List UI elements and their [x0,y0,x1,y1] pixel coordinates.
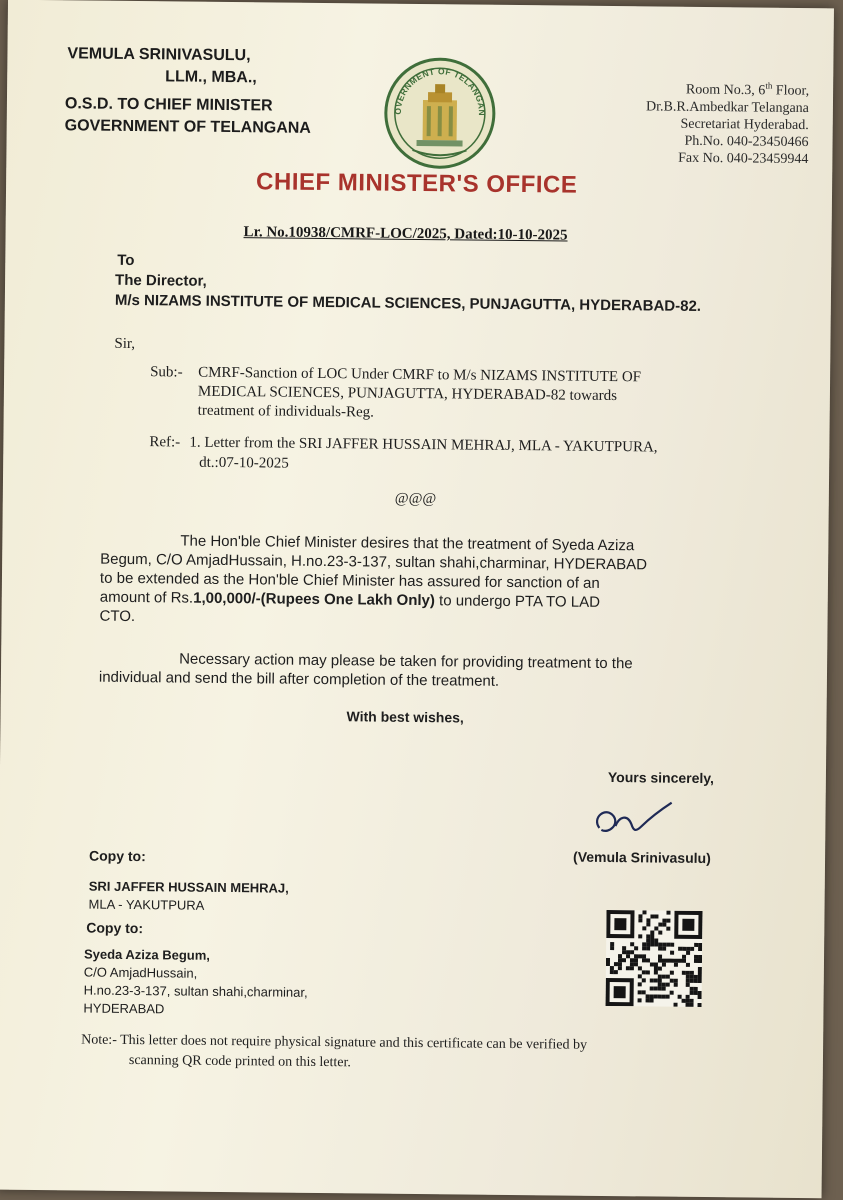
address-phone: Ph.No. 040-23450466 [684,133,809,150]
closing-wishes: With best wishes, [346,708,464,726]
qr-code-icon [606,910,703,1007]
emblem-seal-icon [382,56,497,171]
copy2-line-3: HYDERABAD [83,1000,165,1017]
emblem-text: GOVERNMENT OF TELANGANA [392,66,487,117]
p1-line-2: Begum, C/O AmjadHussain, H.no.23-3-137, sultan shahi,charminar, HYDERABAD [100,550,648,574]
sender-qualifications: LLM., MBA., [165,68,257,87]
sender-designation: O.S.D. TO CHIEF MINISTER [64,95,273,115]
copy1-detail: MLA - YAKUTPURA [88,896,205,913]
copy-heading-1: Copy to: [88,847,146,865]
copy2-line-1: C/O AmjadHussain, [83,964,198,981]
address-fax: Fax No. 040-23459944 [678,150,809,167]
address-line-3: Secretariat Hyderabad. [680,116,809,133]
p1-line-4: amount of Rs.1,00,000/-(Rupees One Lakh Only) to undergo PTA TO LAD [99,588,601,611]
subject-label: Sub:- [150,364,183,381]
telangana-emblem [382,56,497,171]
signatory-name: (Vemula Srinivasulu) [572,848,711,867]
note-line-2: scanning QR code printed on this letter. [128,1052,352,1071]
subject-line-3: treatment of individuals-Reg. [197,402,375,421]
copy2-name: Syeda Aziza Begum, [83,946,211,963]
p2-line-2: individual and send the bill after completion of the treatment. [98,668,500,690]
copy1-name: SRI JAFFER HUSSAIN MEHRAJ, [88,878,289,896]
signature-scribble-icon [587,792,718,847]
sanction-amount-words: (Rupees One Lakh Only) [260,590,435,610]
salutation: Sir, [114,335,136,353]
copy-heading-2: Copy to: [86,919,144,937]
subject-line-2: MEDICAL SCIENCES, PUNJAGUTTA, HYDERABAD-82 towards [197,383,618,405]
office-address [566,76,809,168]
p1-line-5: CTO. [99,607,136,626]
address-line-2: Dr.B.R.Ambedkar Telangana [646,99,810,116]
sender-name: VEMULA SRINIVASULU, [67,45,251,65]
reference-line-1: 1. Letter from the SRI JAFFER HUSSAIN MEHRAJ, MLA - YAKUTPURA, [189,434,658,456]
office-title: CHIEF MINISTER'S OFFICE [255,168,578,199]
to-label: To [117,251,135,270]
sanction-amount: 1,00,000/- [193,589,261,608]
body-paragraph-2 [99,649,739,694]
letter-reference-number: Lr. No.10938/CMRF-LOC/2025, Dated:10-10-2025 [243,224,568,244]
copy2-line-2: H.no.23-3-137, sultan shahi,charminar, [83,982,308,1000]
address-line-1: Room No.3, 6th Floor, [685,80,810,99]
recipient-institution: M/s NIZAMS INSTITUTE OF MEDICAL SCIENCES, PUNJAGUTTA, HYDERABAD-82. [114,291,702,315]
separator: @@@ [394,490,437,508]
signature [587,792,718,847]
yours-sincerely: Yours sincerely, [607,769,715,787]
p1-line-1: The Hon'ble Chief Minister desires that the treatment of Syeda Aziza [180,532,635,555]
verification-qr-code[interactable] [606,910,703,1007]
subject-line-1: CMRF-Sanction of LOC Under CMRF to M/s NIZAMS INSTITUTE OF [198,364,642,386]
note-line-1: Note:- This letter does not require physical signature and this certificate can be verified by [81,1032,588,1053]
reference-label: Ref:- [149,434,181,451]
p1-line-3: to be extended as the Hon'ble Chief Minister has assured for sanction of an [99,569,600,592]
reference-line-2: dt.:07-10-2025 [199,454,289,472]
body-paragraph-1 [99,531,740,633]
recipient-title: The Director, [115,271,207,290]
p2-line-1: Necessary action may please be taken for providing treatment to the [179,650,633,673]
sender-government: GOVERNMENT OF TELANGANA [64,117,311,137]
